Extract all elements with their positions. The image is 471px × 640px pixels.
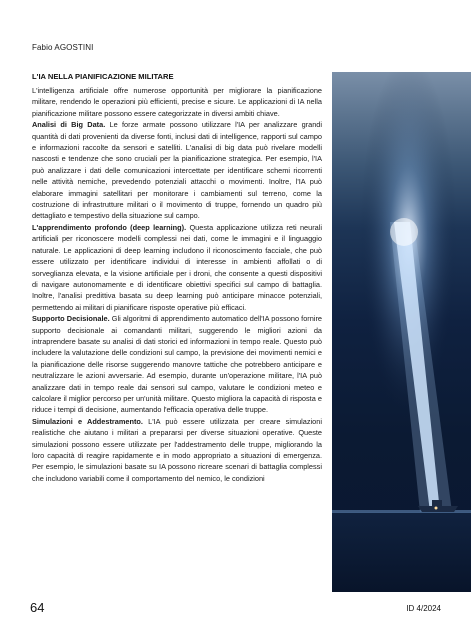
paragraph-text: L'IA può essere utilizzata per creare simulazioni realistiche che aiutano i militari a prepararsi per diverse situazioni operative. Queste simulazioni possono essere utilizzate per l'addestramento delle truppe, migliorando la loro capacità di reagire rapidamente e in modo appropriato a situazioni di emergenza. Per esempio, le simulazioni basate su IA possono ricreare scenari di battaglia complessi che includono variabili come il comportamento del nemico, le condizioni [32,416,322,483]
paragraph-decision-support [32,313,322,416]
paragraph-text: Gli algoritmi di apprendimento automatico dell'IA possono fornire supporto decisionale ai comandanti militari, suggerendo le migliori azioni da intraprendere basate su analisi di dati storici ed informazioni in tempo reale. Questo può includere la valutazione delle condizioni sul campo, la previsione dei movimenti nemici e la pianificazione delle risorse suggerendo manovre tattiche che potrebbero anticipare e neutralizzare le azioni avversarie. Ad esempio, durante un'operazione militare, l'IA può analizzare dati in tempo reale dai sensori sul campo, valutare le condizioni meteo e calcolare il miglior percorso per un'unità militare. Questo migliora la capacità di risposta e riduce i tempi di decisione, aumentando l'efficacia operativa delle truppe. [32,314,322,415]
issue-label: ID 4/2024 [406,604,441,613]
paragraph-simulations [32,416,322,484]
paragraph-deep-learning [32,222,322,313]
paragraph-heading: Supporto Decisionale. [32,314,110,324]
article-body [32,85,322,484]
paragraph-heading: L'apprendimento profondo (deep learning). [32,222,187,232]
paragraph-heading: Simulazioni e Addestramento. [32,416,143,426]
paragraph-text: Questa applicazione utilizza reti neurali artificiali per riconoscere modelli complessi nei dati, come le immagini e il linguaggio naturale. Le applicazioni di deep learning includono il riconoscimento facciale, che può essere utilizzato per identificare individui di interesse in ambienti affollati o di sorveglianza elevata, e la visione artificiale per i droni, che consente a questi dispositivi di navigare autonomamente e di identificare obiettivi specifici sul campo di battaglia. Inoltre, l'analisi predittiva basata su deep learning può anticipare minacce potenziali, permettendo ai militari di pianificare risposte operative più efficaci. [32,222,323,312]
author-name: Fabio AGOSTINI [32,43,94,52]
intro-paragraph: L'intelligenza artificiale offre numerose opportunità per migliorare la pianificazione militare, rendendo le operazioni più efficienti, precise e sicure. Le applicazioni di IA nella pianificazione militare possono essere categorizzate in diversi ambiti chiave. [32,86,322,118]
section-title: L'IA NELLA PIANIFICAZIONE MILITARE [32,72,174,81]
paragraph-big-data [32,119,322,222]
laser-beam-image [332,72,471,592]
paragraph-heading: Analisi di Big Data. [32,120,106,130]
page-number: 64 [30,600,45,615]
paragraph-text: Le forze armate possono utilizzare l'IA per analizzare grandi quantità di dati provenienti da diverse fonti, inclusi dati di intelligence, rapporti sul campo e informazioni raccolte da sensori e satelliti. L'analisi di big data può rivelare modelli nascosti e tendenze che sono cruciali per la pianificazione strategica. Per esempio, l'IA può analizzare i dati delle comunicazioni intercettate per identificare schemi ricorrenti nelle attività nemiche, prevedendo potenziali attacchi o movimenti. Inoltre, l'IA può elaborare immagini satellitari per monitorare i cambiamenti sul terreno, come la costruzione di infrastrutture militari o il movimento di truppe, fornendo un quadro più dettagliato e tempestivo della situazione sul campo. [32,120,323,221]
illustration-image [332,72,471,592]
